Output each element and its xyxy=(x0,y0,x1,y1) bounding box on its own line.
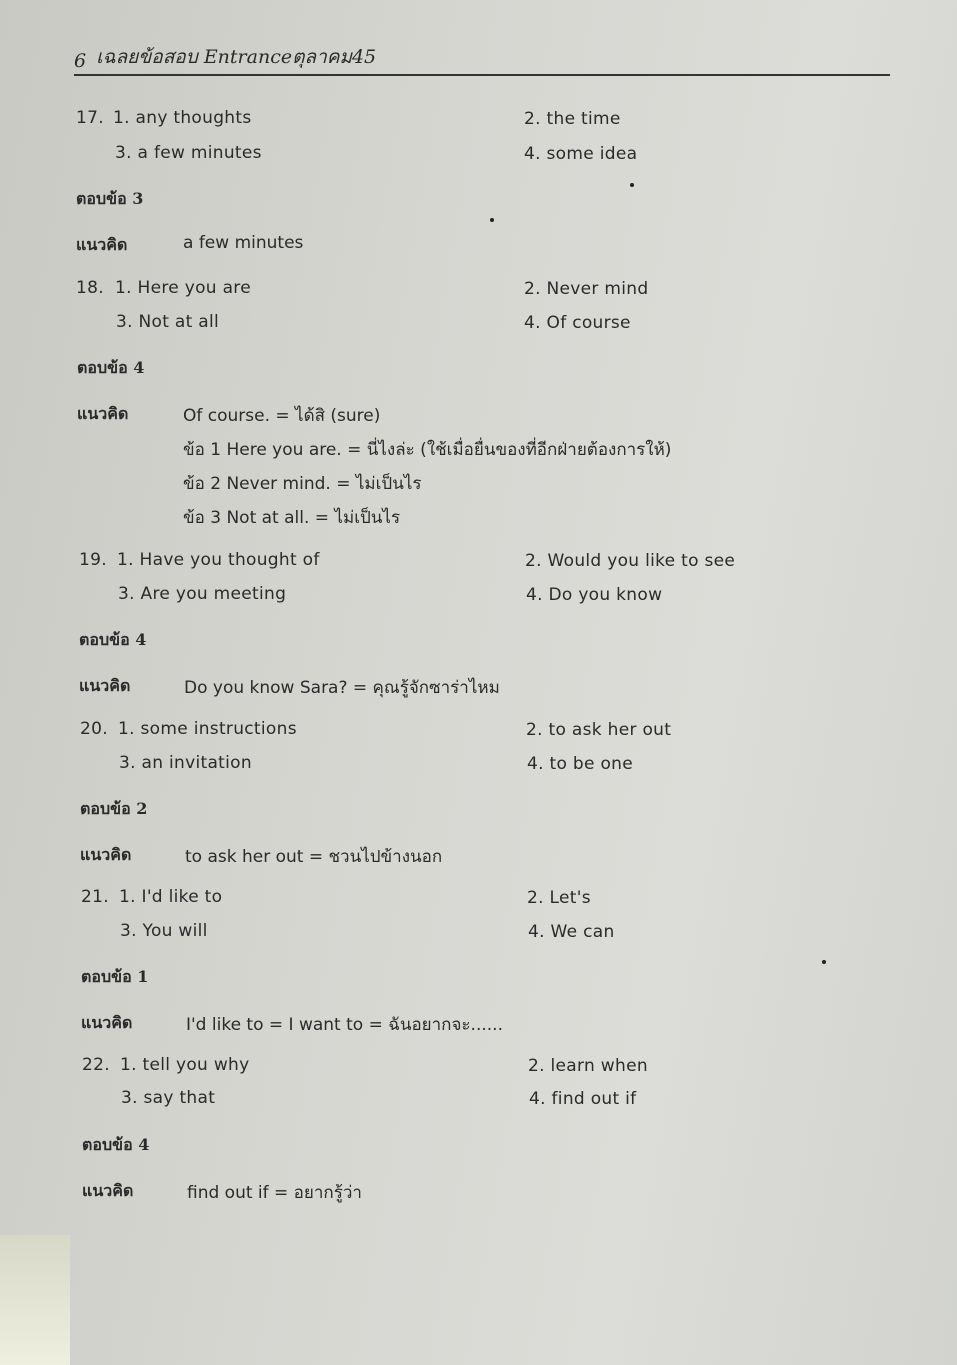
q22-option-3: 3. say that xyxy=(121,1088,216,1108)
q21-option-1: 1. I'd like to xyxy=(119,887,223,907)
q18-option-3: 3. Not at all xyxy=(116,312,220,332)
q21-answer: ตอบข้อ 1 xyxy=(81,967,149,986)
q20-option-1: 1. some instructions xyxy=(118,719,297,739)
q21-explanation: I'd like to = I want to = ฉันอยากจะ...... xyxy=(186,1015,503,1035)
q19-number: 19. xyxy=(79,550,107,570)
q20-answer: ตอบข้อ 2 xyxy=(80,799,148,818)
book-spine-shadow xyxy=(0,1235,70,1365)
q21-explanation-label: แนวคิด xyxy=(81,1013,133,1032)
page-number: 6 xyxy=(74,50,87,72)
q17-explanation: a few minutes xyxy=(183,233,304,253)
q17-explanation-label: แนวคิด xyxy=(76,235,128,254)
q17-option-2: 2. the time xyxy=(524,109,621,129)
q18-number: 18. xyxy=(76,278,104,298)
q19-option-1: 1. Have you thought of xyxy=(117,550,320,570)
print-speck xyxy=(630,183,634,187)
q17-answer: ตอบข้อ 3 xyxy=(76,189,144,208)
q18-explanation-2: ข้อ 1 Here you are. = นี่ไงล่ะ (ใช้เมื่อยื่นของที่อีกฝ่ายต้องการให้) xyxy=(183,440,672,460)
q18-option-1: 1. Here you are xyxy=(115,278,251,298)
q19-answer: ตอบข้อ 4 xyxy=(79,630,147,649)
q18-explanation-3: ข้อ 2 Never mind. = ไม่เป็นไร xyxy=(183,474,422,494)
q19-option-4: 4. Do you know xyxy=(526,585,663,605)
q17-option-4: 4. some idea xyxy=(524,144,638,164)
q22-option-1: 1. tell you why xyxy=(120,1055,250,1075)
q22-answer: ตอบข้อ 4 xyxy=(82,1135,150,1154)
q20-number: 20. xyxy=(80,719,108,739)
print-speck xyxy=(490,218,494,222)
q20-option-2: 2. to ask her out xyxy=(526,720,672,740)
q19-option-3: 3. Are you meeting xyxy=(118,584,287,604)
page-header xyxy=(74,46,890,76)
q22-explanation-label: แนวคิด xyxy=(82,1181,134,1200)
q21-number: 21. xyxy=(81,887,109,907)
q22-explanation: find out if = อยากรู้ว่า xyxy=(187,1183,362,1203)
q17-number: 17. xyxy=(76,108,104,128)
q18-explanation-label: แนวคิด xyxy=(77,404,129,423)
q18-answer: ตอบข้อ 4 xyxy=(77,358,145,377)
q19-explanation-label: แนวคิด xyxy=(79,676,131,695)
q18-explanation-4: ข้อ 3 Not at all. = ไม่เป็นไร xyxy=(183,508,401,528)
q20-option-3: 3. an invitation xyxy=(119,753,252,773)
q17-option-3: 3. a few minutes xyxy=(115,143,262,163)
q21-option-3: 3. You will xyxy=(120,921,208,941)
q20-explanation-label: แนวคิด xyxy=(80,845,132,864)
q20-option-4: 4. to be one xyxy=(527,754,633,774)
q17-option-1: 1. any thoughts xyxy=(113,108,252,128)
q22-option-2: 2. learn when xyxy=(528,1056,648,1076)
q18-option-2: 2. Never mind xyxy=(524,279,649,299)
q22-option-4: 4. find out if xyxy=(529,1089,637,1109)
q20-explanation: to ask her out = ชวนไปข้างนอก xyxy=(185,847,443,867)
q21-option-4: 4. We can xyxy=(528,922,615,942)
q19-option-2: 2. Would you like to see xyxy=(525,551,736,571)
header-title: เฉลยข้อสอบ Entranceตุลาคม45 xyxy=(96,46,377,68)
print-speck xyxy=(822,960,826,964)
q18-explanation-1: Of course. = ได้สิ (sure) xyxy=(183,406,381,426)
q22-number: 22. xyxy=(82,1055,110,1075)
q21-option-2: 2. Let's xyxy=(527,888,591,908)
q18-option-4: 4. Of course xyxy=(524,313,631,333)
q19-explanation: Do you know Sara? = คุณรู้จักซาร่าไหม xyxy=(184,678,500,698)
